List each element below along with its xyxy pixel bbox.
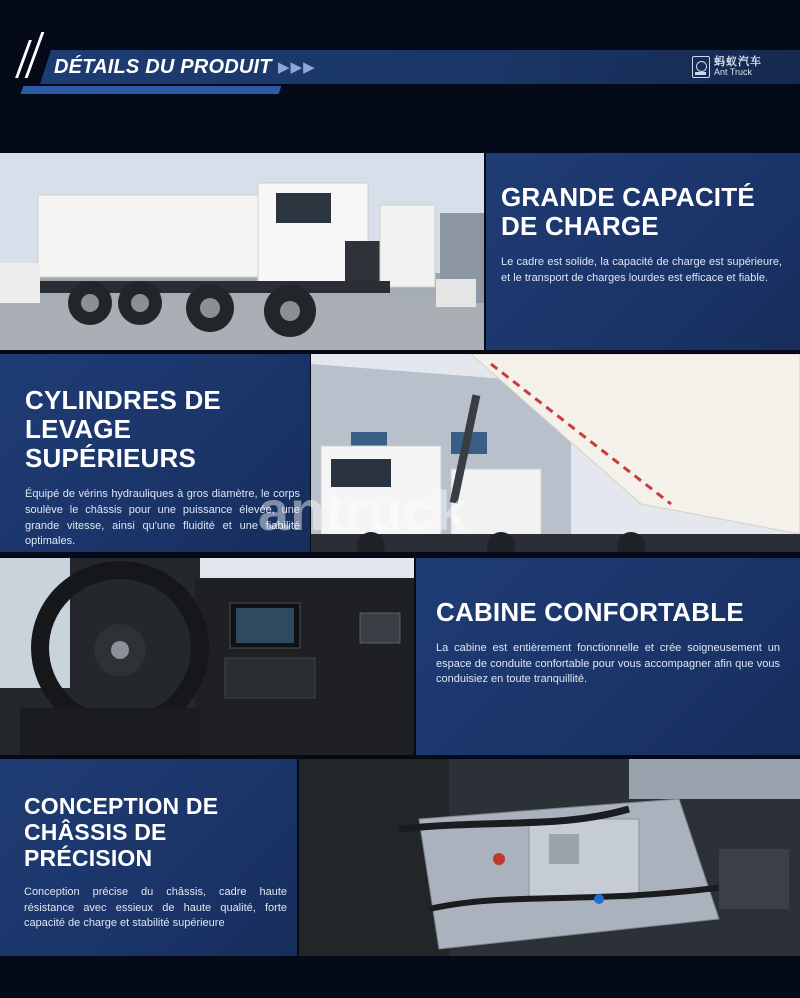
section-description: Équipé de vérins hydrauliques à gros diamètre, le corps soulève le châssis pour une puissance élevée, une grande vitesse, ainsi qu'une fluidité et une fiabilité optimales. — [25, 488, 300, 548]
dump-trucks-photo — [0, 153, 484, 350]
section-heading — [25, 386, 300, 473]
cabin-interior-photo — [0, 558, 414, 755]
heading-line: CONCEPTION DE — [24, 793, 219, 819]
section-heading: CABINE CONFORTABLE — [436, 597, 744, 627]
heading-line: GRANDE CAPACITÉ — [501, 182, 755, 212]
load-capacity-panel — [486, 153, 800, 350]
chassis-engine-illustration — [299, 759, 800, 956]
ant-truck-logo-icon — [692, 56, 710, 78]
comfortable-cabin-panel — [416, 558, 800, 755]
dump-trucks-illustration — [0, 153, 484, 350]
logo-english-name: Ant Truck — [714, 67, 753, 78]
section-heading — [24, 794, 287, 871]
footer-band — [0, 956, 800, 998]
section-precision-chassis — [0, 759, 800, 956]
heading-line: CYLINDRES DE — [25, 385, 221, 415]
triple-arrow-icon: ▶▶▶ — [278, 59, 316, 76]
section-description: Conception précise du châssis, cadre haute résistance avec essieux de haute qualité, forte capacité de charge et stabilité supérieure — [24, 886, 287, 930]
precision-chassis-panel — [0, 759, 297, 956]
brand-logo — [692, 56, 762, 78]
heading-line: LEVAGE SUPÉRIEURS — [25, 414, 197, 474]
section-description: La cabine est entièrement fonctionnelle et crée soigneusement un espace de conduite confortable pour vous accompagner afin que vous conduisiez en toute tranquillité. — [436, 642, 780, 686]
header-underline — [21, 86, 282, 94]
header — [0, 0, 800, 150]
header-slash-decoration — [25, 32, 45, 78]
heading-line: CHÂSSIS DE PRÉCISION — [24, 818, 167, 871]
logo-chinese-name: 蚂蚁汽车 — [714, 55, 762, 68]
cabin-interior-illustration — [0, 558, 414, 755]
heading-line: DE CHARGE — [501, 211, 659, 242]
section-heading — [501, 183, 782, 241]
chassis-engine-photo — [299, 759, 800, 956]
watermark: antruck — [258, 479, 468, 542]
section-comfortable-cabin — [0, 558, 800, 755]
section-load-capacity — [0, 153, 800, 350]
section-description: Le cadre est solide, la capacité de charge est supérieure, et le transport de charges lourdes est efficace et fiable. — [501, 256, 782, 284]
page-title: DÉTAILS DU PRODUIT — [54, 56, 272, 78]
